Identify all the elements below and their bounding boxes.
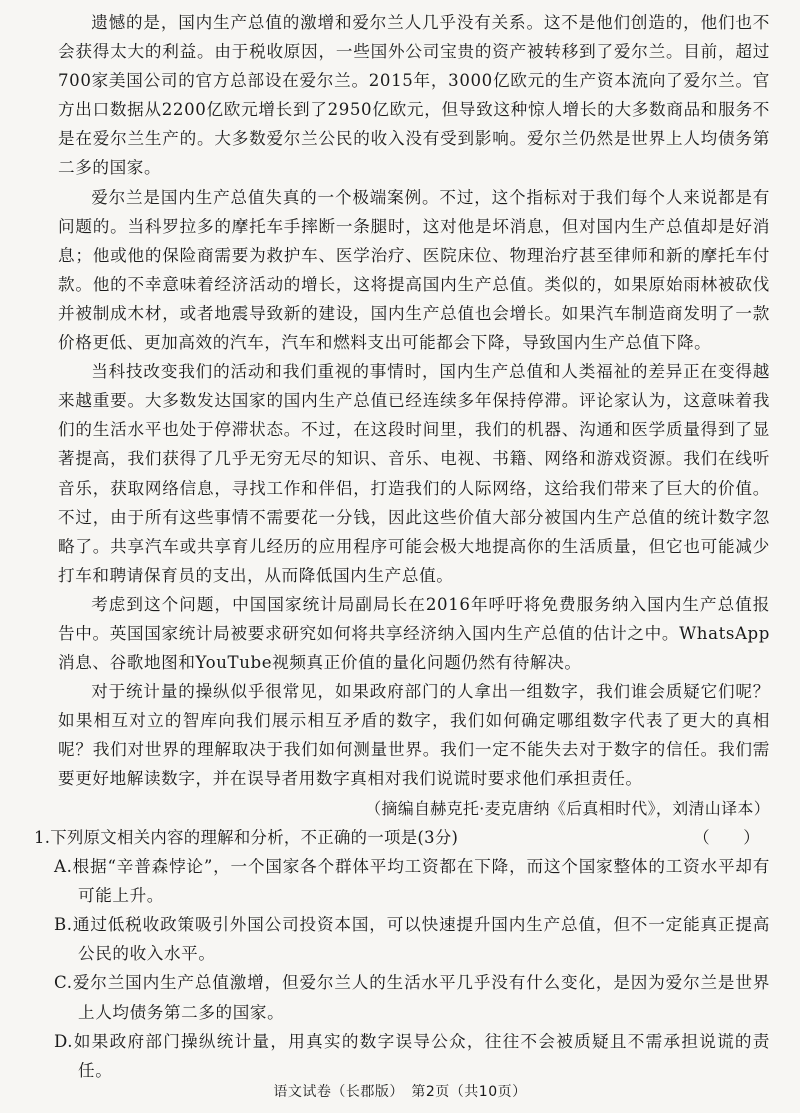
option-d: D.如果政府部门操纵统计量，用真实的数字误导公众，往往不会被质疑且不需承担说谎的责任。 (54, 1031, 770, 1080)
question-stem: 1.下列原文相关内容的理解和分析，不正确的一项是(3分) (34, 827, 459, 847)
article-source: （摘编自赫克托·麦克唐纳《后真相时代》，刘清山译本） (365, 798, 770, 818)
article-paragraph-5: 对于统计量的操纵似乎很常见，如果政府部门的人拿出一组数字，我们谁会质疑它们呢？如果相互对立的智库向我们展示相互矛盾的数字，我们如何确定哪组数字代表了更大的真相呢？我们对世界的理解取决于我们如何测量世界。我们一定不能失去对于数字的信任。我们需要更好地解读数字，并在误导者用数字真相对我们说谎时要求他们承担责任。 (58, 682, 770, 789)
page-footer: 语文试卷（长郡版） 第2页（共10页） (273, 1084, 527, 1100)
article-paragraph-3: 当科技改变我们的活动和我们重视的事情时，国内生产总值和人类福祉的差异正在变得越来越重要。大多数发达国家的国内生产总值已经连续多年保持停滞。评论家认为，这意味着我们的生活水平也处于停滞状态。不过，在这段时间里，我们的机器、沟通和医学质量得到了显著提高，我们获得了几乎无穷无尽的知识、音乐、电视、书籍、网络和游戏资源。我们在线听音乐，获取网络信息，寻找工作和伴侣，打造我们的人际网络，这给我们带来了巨大的价值。不过，由于所有这些事情不需要花一分钱，因此这些价值大部分被国内生产总值的统计数字忽略了。共享汽车或共享育儿经历的应用程序可能会极大地提高你的生活质量，但它也可能减少打车和聘请保育员的支出，从而降低国内生产总值。 (58, 362, 770, 585)
article-paragraph-1: 遗憾的是，国内生产总值的激增和爱尔兰人几乎没有关系。这不是他们创造的，他们也不会获得太大的利益。由于税收原因，一些国外公司宝贵的资产被转移到了爱尔兰。目前，超过700家美国公司的官方总部设在爱尔兰。2015年，3000亿欧元的生产资本流向了爱尔兰。官方出口数据从2200亿欧元增长到了2950亿欧元，但导致这种惊人增长的大多数商品和服务不是在爱尔兰生产的。大多数爱尔兰公民的收入没有受到影响。爱尔兰仍然是世界上人均债务第二多的国家。 (58, 13, 770, 178)
option-a: A.根据“辛普森悖论”，一个国家各个群体平均工资都在下降，而这个国家整体的工资水平却有可能上升。 (54, 856, 770, 905)
option-b: B.通过低税收政策吸引外国公司投资本国，可以快速提升国内生产总值，但不一定能真正提高公民的收入水平。 (54, 914, 770, 964)
article-paragraph-2: 爱尔兰是国内生产总值失真的一个极端案例。不过，这个指标对于我们每个人来说都是有问题的。当科罗拉多的摩托车手摔断一条腿时，这对他是坏消息，但对国内生产总值却是好消息；他或他的保险商需要为救护车、医学治疗、医院床位、物理治疗甚至律师和新的摩托车付款。他的不幸意味着经济活动的增长，这将提高国内生产总值。类似的，如果原始雨林被砍伐并被制成木材，或者地震导致新的建设，国内生产总值也会增长。如果汽车制造商发明了一款价格更低、更加高效的汽车，汽车和燃料支出可能都会下降，导致国内生产总值下降。 (58, 187, 770, 353)
article-paragraph-4: 考虑到这个问题，中国国家统计局副局长在2016年呼吁将免费服务纳入国内生产总值报告中。英国国家统计局被要求研究如何将共享经济纳入国内生产总值的估计之中。WhatsApp消息、谷歌地图和YouTube视频真正价值的量化问题仍然有待解决。 (58, 594, 770, 673)
question-1 (34, 823, 770, 852)
option-c: C.爱尔兰国内生产总值激增，但爱尔兰人的生活水平几乎没有什么变化，是因为爱尔兰是世界上人均债务第二多的国家。 (54, 973, 770, 1022)
answer-blank: （ ） (693, 827, 760, 847)
